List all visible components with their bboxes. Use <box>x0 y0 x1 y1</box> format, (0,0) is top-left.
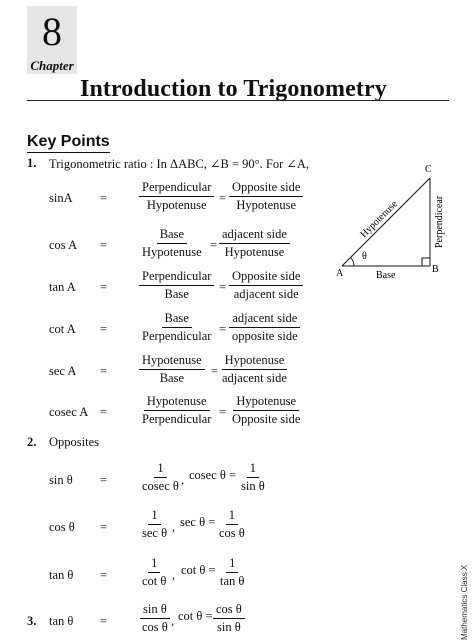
denominator: Perpendicular <box>142 329 212 343</box>
denominator: sin θ <box>217 620 241 634</box>
equals-sign: = <box>100 520 108 534</box>
fraction <box>213 602 245 635</box>
numerator: Perpendicular <box>139 180 214 197</box>
perpendicular-label: Perpendicear <box>434 195 445 248</box>
denominator: cos θ <box>142 620 168 634</box>
fraction <box>229 311 301 344</box>
denominator: Hypotenuse <box>224 245 285 259</box>
fraction <box>139 227 205 260</box>
numerator: Opposite side <box>229 180 303 197</box>
comma: , <box>172 520 176 534</box>
equals-sign: = <box>100 322 108 336</box>
numerator: Hypotenuse <box>222 353 288 370</box>
base-label: Base <box>376 270 396 281</box>
denominator: adjacent side <box>233 287 299 301</box>
angle-theta-label: θ <box>362 251 367 262</box>
function-equals: cot θ = <box>181 563 216 577</box>
equals-sign: = <box>100 614 108 628</box>
numerator: Hypotenuse <box>144 394 210 411</box>
ratio-name: sinA <box>49 191 73 205</box>
equals-sign: = <box>100 568 108 582</box>
denominator: Base <box>159 371 185 385</box>
numerator: Hypotenuse <box>139 353 205 370</box>
fraction <box>139 353 205 386</box>
numerator: cos θ <box>213 602 245 619</box>
numerator: 1 <box>148 556 160 573</box>
fraction <box>139 394 214 427</box>
point-2-text: Opposites <box>49 435 99 449</box>
function-equals: cosec θ = <box>189 468 237 482</box>
equals-sign: = <box>210 238 218 252</box>
equals-sign: = <box>219 405 227 419</box>
numerator: Base <box>157 227 187 244</box>
equals-sign: = <box>100 238 108 252</box>
fraction <box>229 180 303 213</box>
numerator: Hypotenuse <box>233 394 299 411</box>
denominator: cot θ <box>142 574 167 588</box>
point-3-number: 3. <box>27 614 37 628</box>
fraction <box>139 602 171 635</box>
ratio-name: cosec A <box>49 405 89 419</box>
comma: , <box>181 473 185 487</box>
point-1-text: Trigonometric ratio : In ΔABC, ∠B = 90°. For ∠A, <box>49 157 310 171</box>
numerator: adjacent side <box>229 311 300 328</box>
chapter-badge <box>27 6 77 74</box>
numerator: 1 <box>247 461 259 478</box>
fraction <box>219 227 290 260</box>
equals-sign: = <box>100 191 108 205</box>
denominator: sin θ <box>241 479 265 493</box>
ratio-name: tan A <box>49 280 76 294</box>
ratio-name: cot A <box>49 322 76 336</box>
ratio-name: cos A <box>49 238 78 252</box>
fraction <box>139 180 214 213</box>
denominator: Hypotenuse <box>142 245 202 259</box>
denominator: cos θ <box>219 526 245 540</box>
section-heading: Key Points <box>27 133 110 153</box>
numerator: 1 <box>154 461 166 478</box>
vertex-b-label: B <box>432 264 439 275</box>
vertex-c-label: C <box>425 164 432 175</box>
equals-sign: = <box>100 280 108 294</box>
denominator: cosec θ <box>142 479 179 493</box>
point-1-number: 1. <box>27 156 37 170</box>
fraction <box>238 461 268 494</box>
fraction <box>139 311 214 344</box>
fraction <box>229 269 303 302</box>
denominator: Perpendicular <box>142 412 212 426</box>
equals-sign: = <box>219 322 227 336</box>
equals-sign: = <box>211 364 219 378</box>
denominator: opposite side <box>232 329 298 343</box>
numerator: sin θ <box>140 602 170 619</box>
numerator: 1 <box>148 508 160 525</box>
denominator: Hypotenuse <box>236 198 297 212</box>
fraction <box>216 508 248 541</box>
right-triangle-diagram <box>328 158 448 288</box>
page-title: Introduction to Trigonometry <box>80 76 387 102</box>
point-2-number: 2. <box>27 435 37 449</box>
hypotenuse-label: Hypotenuse <box>358 198 400 241</box>
function-name: cos θ <box>49 520 75 534</box>
equals-sign: = <box>219 280 227 294</box>
chapter-label: Chapter <box>30 58 74 73</box>
denominator: adjacent side <box>222 371 287 385</box>
equals-sign: = <box>100 405 108 419</box>
ratio-name: sec A <box>49 364 77 378</box>
denominator: tan θ <box>220 574 245 588</box>
side-strip-text: Mathematics Class X <box>460 564 469 640</box>
fraction <box>139 556 169 589</box>
function-name: tan θ <box>49 614 74 628</box>
comma: , <box>172 568 176 582</box>
angle-arc <box>351 258 355 267</box>
fraction <box>219 353 290 386</box>
fraction <box>139 508 170 541</box>
title-rule <box>27 100 449 101</box>
numerator: 1 <box>226 508 238 525</box>
numerator: Base <box>162 311 192 328</box>
denominator: Opposite side <box>232 412 301 426</box>
equals-sign: = <box>100 473 108 487</box>
side-strip <box>452 0 474 644</box>
vertex-a-label: A <box>336 268 344 279</box>
numerator: Opposite side <box>229 269 303 286</box>
denominator: sec θ <box>142 526 168 540</box>
fraction <box>217 556 247 589</box>
function-name: sin θ <box>49 473 73 487</box>
comma: , <box>171 614 175 628</box>
numerator: adjacent side <box>219 227 290 244</box>
fraction <box>139 269 214 302</box>
equals-sign: = <box>219 191 227 205</box>
fraction <box>139 461 185 494</box>
denominator: Base <box>164 287 189 301</box>
right-angle-marker <box>422 258 430 266</box>
equals-sign: = <box>100 364 108 378</box>
chapter-number: 8 <box>42 9 62 54</box>
triangle-hypotenuse-line <box>342 178 430 266</box>
function-equals: cot θ = <box>178 609 213 623</box>
function-equals: sec θ = <box>180 515 216 529</box>
function-name: tan θ <box>49 568 74 582</box>
fraction <box>229 394 303 427</box>
numerator: 1 <box>226 556 238 573</box>
denominator: Hypotenuse <box>146 198 207 212</box>
numerator: Perpendicular <box>139 269 214 286</box>
